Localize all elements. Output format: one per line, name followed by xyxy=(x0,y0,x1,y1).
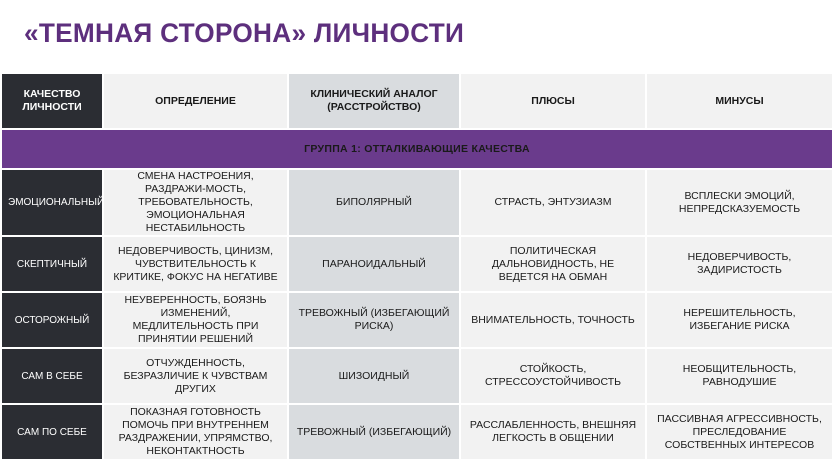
group-title: ГРУППА 1: ОТТАЛКИВАЮЩИЕ КАЧЕСТВА xyxy=(1,129,832,169)
cons-cell: НЕОБЩИТЕЛЬНОСТЬ, РАВНОДУШИЕ xyxy=(646,348,832,404)
header-clinical: КЛИНИЧЕСКИЙ АНАЛОГ (РАССТРОЙСТВО) xyxy=(288,73,460,129)
cons-cell: НЕДОВЕРЧИВОСТЬ, ЗАДИРИСТОСТЬ xyxy=(646,236,832,292)
definition-cell: ОТЧУЖДЕННОСТЬ, БЕЗРАЗЛИЧИЕ К ЧУВСТВАМ ДРУГИХ xyxy=(103,348,288,404)
header-definition: ОПРЕДЕЛЕНИЕ xyxy=(103,73,288,129)
table-row xyxy=(1,169,832,236)
table-row xyxy=(1,348,832,404)
table-row xyxy=(1,292,832,348)
clinical-cell: БИПОЛЯРНЫЙ xyxy=(288,169,460,236)
table-row xyxy=(1,236,832,292)
clinical-cell: ТРЕВОЖНЫЙ (ИЗБЕГАЮЩИЙ РИСКА) xyxy=(288,292,460,348)
group-row xyxy=(1,129,832,169)
header-quality: КАЧЕСТВО ЛИЧНОСТИ xyxy=(1,73,103,129)
quality-cell: СКЕПТИЧНЫЙ xyxy=(1,236,103,292)
table-row xyxy=(1,404,832,460)
pros-cell: ПОЛИТИЧЕСКАЯ ДАЛЬНОВИДНОСТЬ, НЕ ВЕДЕТСЯ НА ОБМАН xyxy=(460,236,646,292)
personality-table xyxy=(0,72,832,461)
definition-cell: СМЕНА НАСТРОЕНИЯ, РАЗДРАЖИ-МОСТЬ, ТРЕБОВАТЕЛЬНОСТЬ, ЭМОЦИОНАЛЬНАЯ НЕСТАБИЛЬНОСТЬ xyxy=(103,169,288,236)
cons-cell: ПАССИВНАЯ АГРЕССИВНОСТЬ, ПРЕСЛЕДОВАНИЕ СОБСТВЕННЫХ ИНТЕРЕСОВ xyxy=(646,404,832,460)
definition-cell: НЕДОВЕРЧИВОСТЬ, ЦИНИЗМ, ЧУВСТВИТЕЛЬНОСТЬ К КРИТИКЕ, ФОКУС НА НЕГАТИВЕ xyxy=(103,236,288,292)
definition-cell: ПОКАЗНАЯ ГОТОВНОСТЬ ПОМОЧЬ ПРИ ВНУТРЕННЕМ РАЗДРАЖЕНИИ, УПРЯМСТВО, НЕКОНТАКТНОСТЬ xyxy=(103,404,288,460)
pros-cell: ВНИМАТЕЛЬНОСТЬ, ТОЧНОСТЬ xyxy=(460,292,646,348)
page-title: «ТЕМНАЯ СТОРОНА» ЛИЧНОСТИ xyxy=(24,18,465,48)
header-pros: ПЛЮСЫ xyxy=(460,73,646,129)
quality-cell: САМ ПО СЕБЕ xyxy=(1,404,103,460)
cons-cell: ВСПЛЕСКИ ЭМОЦИЙ, НЕПРЕДСКАЗУЕМОСТЬ xyxy=(646,169,832,236)
header-cons: МИНУСЫ xyxy=(646,73,832,129)
header-row xyxy=(1,73,832,129)
cons-cell: НЕРЕШИТЕЛЬНОСТЬ, ИЗБЕГАНИЕ РИСКА xyxy=(646,292,832,348)
definition-cell: НЕУВЕРЕННОСТЬ, БОЯЗНЬ ИЗМЕНЕНИЙ, МЕДЛИТЕЛЬНОСТЬ ПРИ ПРИНЯТИИ РЕШЕНИЙ xyxy=(103,292,288,348)
clinical-cell: ТРЕВОЖНЫЙ (ИЗБЕГАЮЩИЙ) xyxy=(288,404,460,460)
quality-cell: ЭМОЦИОНАЛЬНЫЙ xyxy=(1,169,103,236)
clinical-cell: ПАРАНОИДАЛЬНЫЙ xyxy=(288,236,460,292)
pros-cell: РАССЛАБЛЕННОСТЬ, ВНЕШНЯЯ ЛЕГКОСТЬ В ОБЩЕНИИ xyxy=(460,404,646,460)
pros-cell: СТРАСТЬ, ЭНТУЗИАЗМ xyxy=(460,169,646,236)
clinical-cell: ШИЗОИДНЫЙ xyxy=(288,348,460,404)
pros-cell: СТОЙКОСТЬ, СТРЕССОУСТОЙЧИВОСТЬ xyxy=(460,348,646,404)
quality-cell: САМ В СЕБЕ xyxy=(1,348,103,404)
quality-cell: ОСТОРОЖНЫЙ xyxy=(1,292,103,348)
